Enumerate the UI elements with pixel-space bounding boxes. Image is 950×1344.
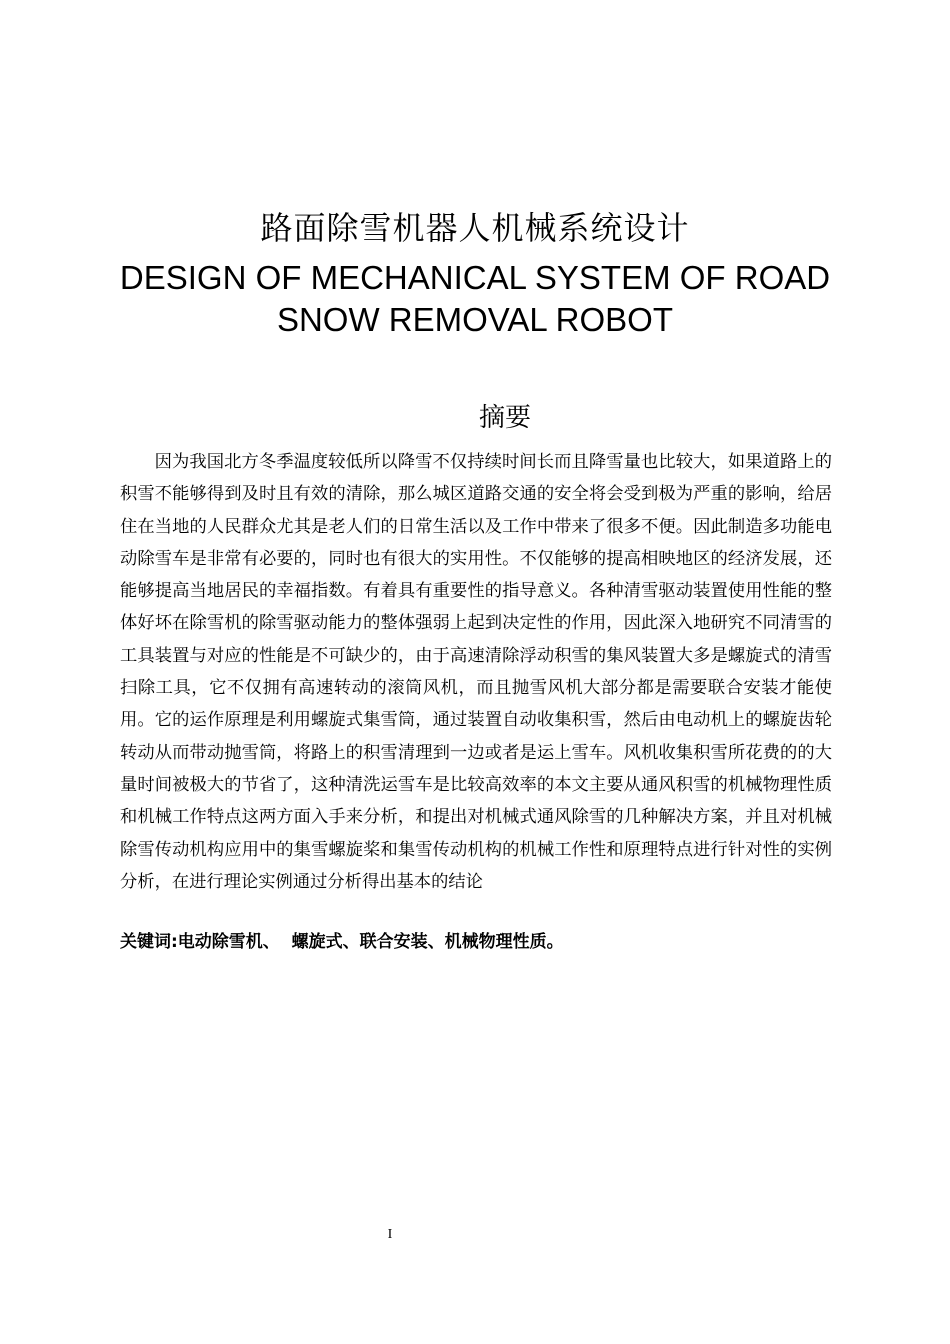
abstract-body: 因为我国北方冬季温度较低所以降雪不仅持续时间长而且降雪量也比较大，如果道路上的积雪不能够得到及时且有效的清除，那么城区道路交通的安全将会受到极为严重的影响，给居住在当地的人民群众尤其是老人们的日常生活以及工作中带来了很多不便。因此制造多功能电动除雪车是非常有必要的，同时也有很大的实用性。不仅能够的提高相映地区的经济发展，还能够提高当地居民的幸福指数。有着具有重要性的指导意义。各种清雪驱动装置使用性能的整体好坏在除雪机的除雪驱动能力的整体强弱上起到决定性的作用，因此深入地研究不同清雪的工具装置与对应的性能是不可缺少的，由于高速清除浮动积雪的集风装置大多是螺旋式的清雪扫除工具，它不仅拥有高速转动的滚筒风机，而且抛雪风机大部分都是需要联合安装才能使用。它的运作原理是利用螺旋式集雪筒，通过装置自动收集积雪，然后由电动机上的螺旋齿轮转动从而带动抛雪筒，将路上的积雪清理到一边或者是运上雪车。风机收集积雪所花费的的大量时间被极大的节省了，这种清洗运雪车是比较高效率的本文主要从通风积雪的机械物理性质和机械工作特点这两方面入手来分析，和提出对机械式通风除雪的几种解决方案，并且对机械除雪传动机构应用中的集雪螺旋桨和集雪传动机构的机械工作性和原理特点进行针对性的实例分析，在进行理论实例通过分析得出基本的结论 bbox=[120, 452, 832, 892]
keywords-line: 关键词:电动除雪机、 螺旋式、联合安装、机械物理性质。 bbox=[120, 932, 564, 952]
page-number: I bbox=[387, 1227, 393, 1242]
abstract-heading: 摘要 bbox=[478, 403, 531, 433]
chinese-title: 路面除雪机器人机械系统设计 bbox=[260, 209, 690, 247]
english-title: DESIGN OF MECHANICAL SYSTEM OF ROAD SNOW REMOVAL ROBOT bbox=[119, 259, 831, 338]
